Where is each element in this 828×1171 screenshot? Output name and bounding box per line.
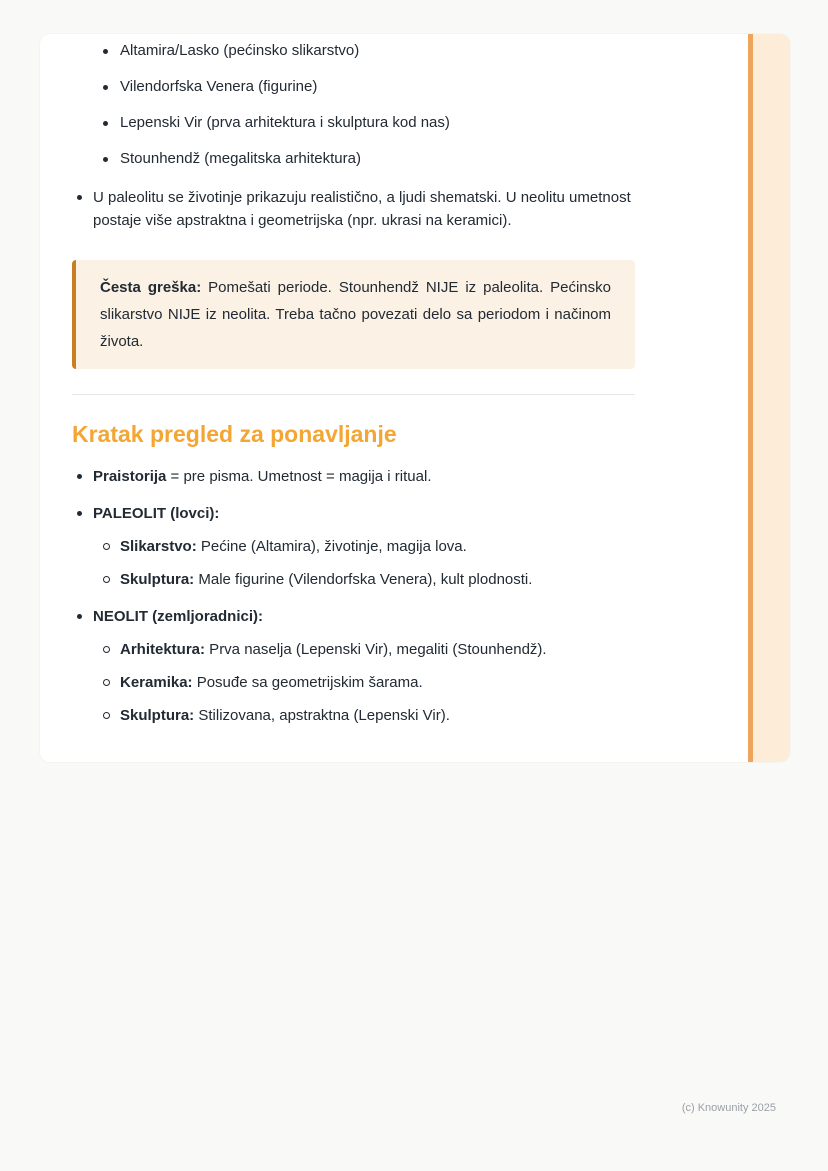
- examples-list: [100, 40, 635, 170]
- intro-paragraph-list: [72, 186, 635, 232]
- summary-list: [72, 465, 635, 727]
- list-item: [72, 605, 635, 727]
- list-item-term: Keramika:: [120, 674, 193, 691]
- list-item-text: Pećine (Altamira), životinje, magija lova.: [196, 538, 467, 555]
- list-item-text: Male figurine (Vilendorfska Venera), kult plodnosti.: [194, 571, 533, 588]
- list-item: [93, 671, 635, 694]
- list-item: U paleolitu se životinje prikazuju realistično, a ljudi shematski. U neolitu umetnost postaje više apstraktna i geometrijska (npr. ukrasi na keramici).: [72, 186, 635, 232]
- section-divider: [72, 394, 635, 395]
- list-item-term: NEOLIT (zemljoradnici):: [93, 608, 264, 625]
- list-item-text: = pre pisma. Umetnost = magija i ritual.: [166, 468, 432, 485]
- callout-label: Česta greška:: [100, 279, 202, 296]
- list-item-term: Arhitektura:: [120, 641, 206, 658]
- list-item: [93, 535, 635, 558]
- list-item-text: Prva naselja (Lepenski Vir), megaliti (Stounhendž).: [205, 641, 547, 658]
- list-item: Altamira/Lasko (pećinsko slikarstvo): [100, 40, 635, 62]
- list-item-text: Posuđe sa geometrijskim šarama.: [192, 674, 423, 691]
- list-item-term: Skulptura:: [120, 707, 195, 724]
- list-item: Stounhendž (megalitska arhitektura): [100, 148, 635, 170]
- accent-stripe-band: [753, 34, 790, 762]
- sublist-neolit: [93, 638, 635, 727]
- list-item-term: Slikarstvo:: [120, 538, 197, 555]
- notes-content: [72, 40, 635, 741]
- list-item: Vilendorfska Venera (figurine): [100, 76, 635, 98]
- callout-text: Pomešati periode. Stounhendž NIJE iz paleolita. Pećinsko slikarstvo NIJE iz neolita. Treba tačno povezati delo sa periodom i načinom života.: [100, 279, 611, 350]
- list-item-term: Skulptura:: [120, 571, 195, 588]
- list-item: Lepenski Vir (prva arhitektura i skulptura kod nas): [100, 112, 635, 134]
- list-item: [72, 465, 635, 488]
- list-item: [93, 704, 635, 727]
- common-mistake-callout: [72, 260, 635, 369]
- list-item: [93, 568, 635, 591]
- list-item-term: PALEOLIT (lovci):: [93, 505, 220, 522]
- notes-card: [40, 34, 790, 762]
- copyright-notice: (c) Knowunity 2025: [681, 1102, 776, 1114]
- sublist-paleolit: [93, 535, 635, 591]
- list-item: [72, 502, 635, 591]
- accent-stripe-line: [748, 34, 753, 762]
- section-heading: Kratak pregled za ponavljanje: [72, 421, 397, 447]
- list-item-text: Stilizovana, apstraktna (Lepenski Vir).: [194, 707, 450, 724]
- list-item-term: Praistorija: [93, 468, 167, 485]
- list-item: [93, 638, 635, 661]
